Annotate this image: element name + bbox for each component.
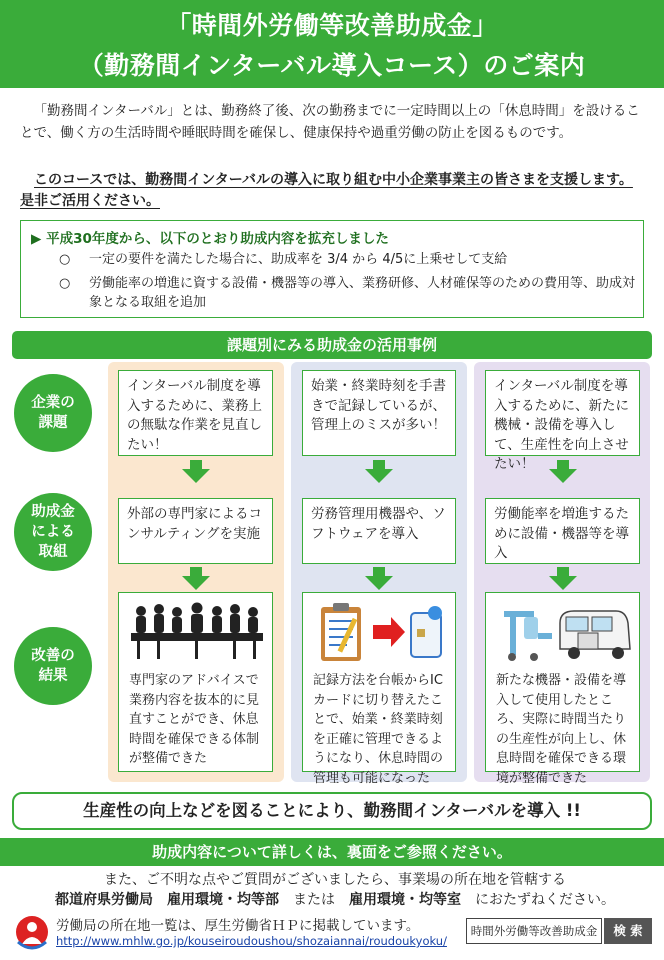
down-arrow-icon [365,576,393,590]
expansion-heading: ▶ 平成30年度から、以下のとおり助成内容を拡充しました [31,231,389,247]
row-label-action-line3: 取組 [38,544,68,560]
row-label-action-line1: 助成金 [31,504,75,520]
action-box-3: 労働能率を増進するために設備・機器等を導入 [485,498,640,564]
meeting-silhouettes-illustration [127,599,267,665]
contact-or: または [279,892,349,908]
clipboard-to-ic-card-illustration [311,599,451,665]
action-box-1: 外部の専門家によるコンサルティングを実施 [118,498,273,564]
down-arrow-icon [549,469,577,483]
more-info-bar: 助成内容について詳しくは、裏面をご参照ください。 [0,838,664,866]
title-line1: 「時間外労働等改善助成金」 [166,11,498,40]
expansion-item [59,250,635,269]
down-arrow-icon [365,469,393,483]
row-label-action-line2: による [31,524,75,540]
contact-labour-bureau: 都道府県労働局 雇用環境・均等部 [55,892,279,908]
down-arrow-icon [182,469,210,483]
down-arrow-icon [182,576,210,590]
result-text-1: 専門家のアドバイスで業務内容を抜本的に見直すことができ、休息時間を確保できる体制が整備できた [129,673,260,766]
mhlw-logo-icon [14,914,50,952]
issue-box-1: インターバル制度を導入するために、業務上の無駄な作業を見直したい！ [118,370,273,456]
contact-ask: におたずねください。 [461,892,615,908]
page-header [0,0,664,88]
contact-line2 [20,890,650,910]
action-box-2: 労務管理用機器や、ソフトウェアを導入 [302,498,456,564]
result-box-2 [302,592,456,786]
result-text-2: 記録方法を台帳からICカードに切り替えたことで、始業・終業時刻を正確に管理できるようになり、休息時間の管理も可能になった [313,673,444,786]
contact-office: 雇用環境・均等室 [349,892,461,908]
expansion-item [59,274,635,312]
intro-paragraph: 「勤務間インターバル」とは、勤務終了後、次の勤務までに一定時間以上の「休息時間」を設けることで、働く方の生活時間や睡眠時間を確保し、健康保持や過重労働の防止を図るものです。 [20,103,640,141]
footer [14,912,654,956]
row-label-result-line1: 改善の [31,648,75,664]
expansion-box [20,220,644,318]
down-arrow-icon [549,576,577,590]
lead-paragraph [20,170,644,212]
contact-line1: また、ご不明な点やご質問がございましたら、事業場の所在地を管轄する [104,872,566,888]
issue-box-2: 始業・終業時刻を手書きで記録しているが、管理上のミスが多い！ [302,370,456,456]
conclusion-banner: 生産性の向上などを図ることにより、勤務間インターバルを導入 !! [12,792,652,830]
search-keyword-box: 時間外労働等改善助成金 [466,918,602,944]
title-line2: （勤務間インターバル導入コース）のご案内 [78,51,586,80]
lead-text: このコースでは、勤務間インターバルの導入に取り組む中小企業事業主の皆さまを支援します。是非ご活用ください。 [20,172,633,209]
mhlw-url-link[interactable]: http://www.mhlw.go.jp/kouseiroudoushou/shozaiannai/roudoukyoku/ [56,934,447,948]
result-text-3: 新たな機器・設備を導入して使用したところ、実際に時間当たりの生産性が向上し、休息時間を確保できる環境が整備できた [496,673,627,786]
issue-box-3: インターバル制度を導入するために、新たに機械・設備を導入して、生産性を向上させたい！ [485,370,640,456]
row-label-result-line2: 結果 [38,668,68,684]
row-label-action [14,493,92,571]
row-label-issue [14,374,92,452]
expansion-item-text: 一定の要件を満たした場合に、助成率を 3/4 から 4/5に上乗せして支給 [89,252,508,267]
row-label-issue-line1: 企業の [31,395,75,411]
row-label-issue-line2: 課題 [38,415,68,431]
expansion-item-text: 労働能率の増進に資する設備・機器等の導入、業務研修、人材確保等のための費用等、助成対象となる取組を追加 [89,276,636,310]
footer-text: 労働局の所在地一覧は、厚生労働省ＨＰに掲載しています。 [56,918,420,934]
care-equipment-and-van-illustration [494,599,634,665]
result-box-3 [485,592,640,786]
result-box-1 [118,592,273,772]
circle-marker: ○ [59,276,71,291]
contact-info [20,870,650,910]
circle-marker: ○ [59,252,71,267]
row-label-result [14,627,92,705]
cases-title: 課題別にみる助成金の活用事例 [12,331,652,359]
search-button[interactable]: 検 索 [604,918,652,944]
